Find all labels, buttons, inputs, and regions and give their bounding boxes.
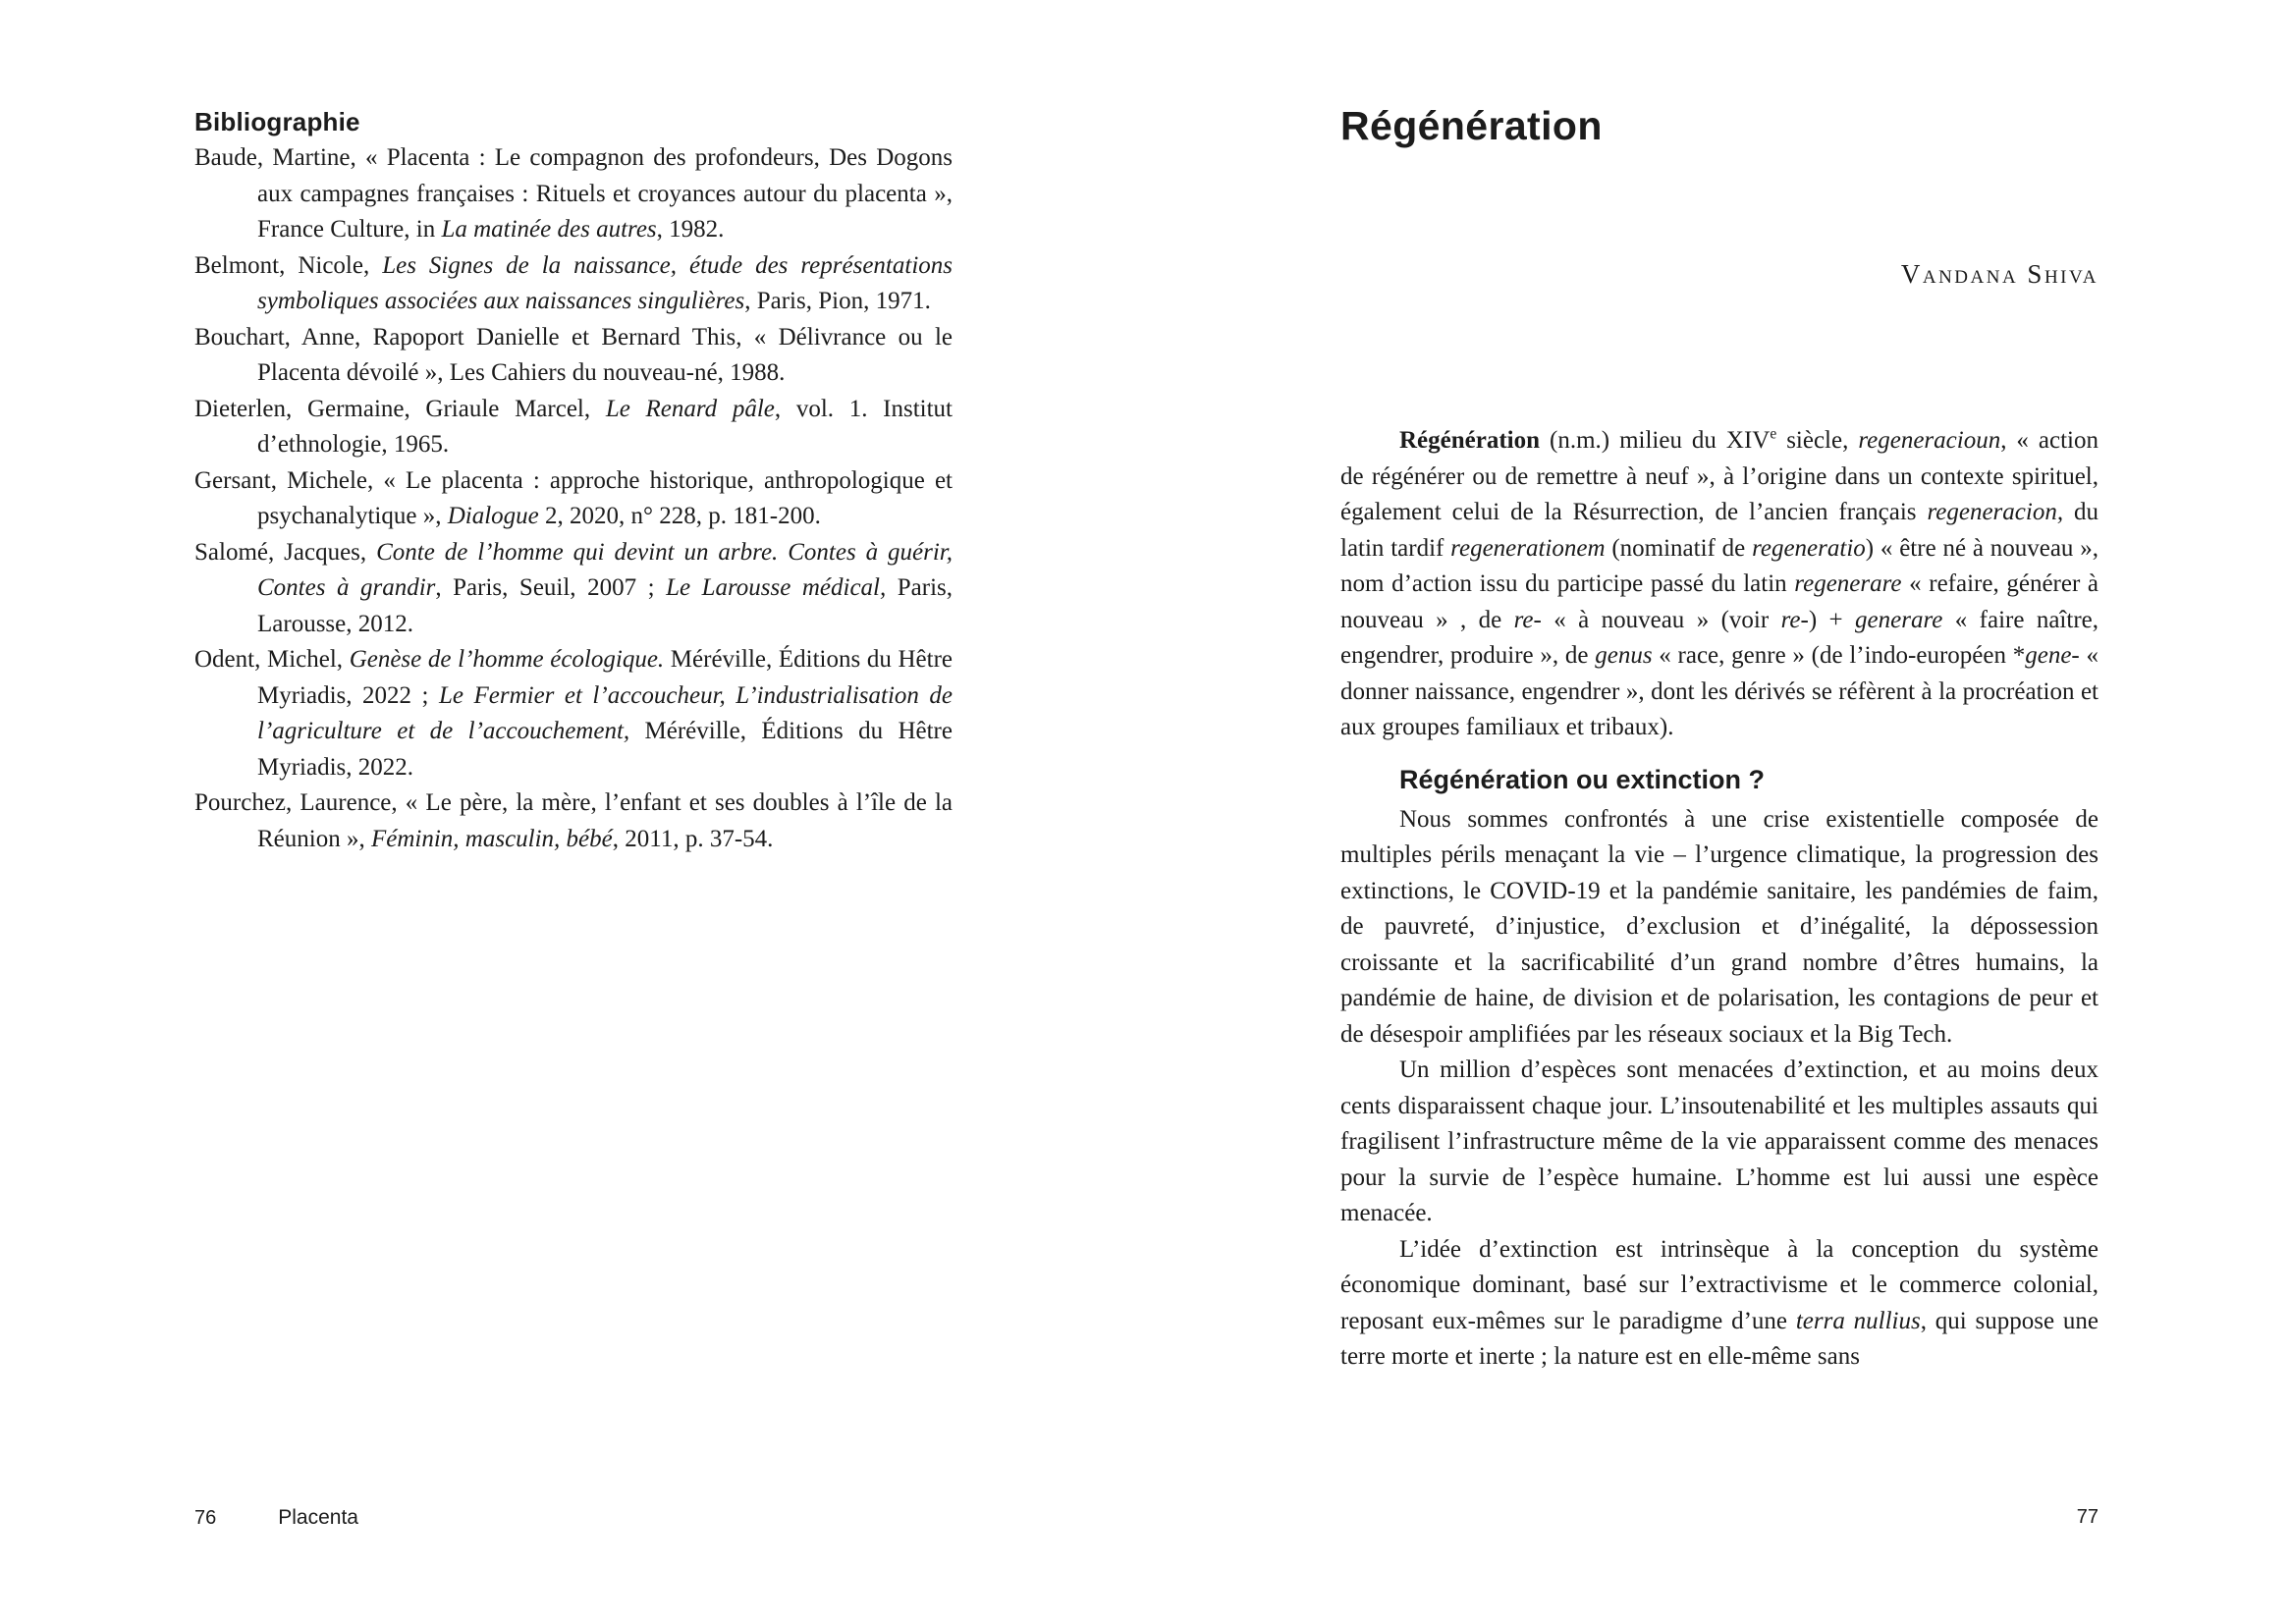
paragraph: Régénération (n.m.) milieu du XIVe siècle, regeneracioun, « action de régénérer ou de remettre à neuf », à l’origine dans un contexte spirituel, également celui de la Résurrection, de l’ancien français regeneracion, du latin tardif regenerationem (nominatif de regeneratio) « être né à nouveau », nom d’action issu du participe passé du latin regenerare « refaire, générer à nouveau » , de re- « à nouveau » (voir re-) + generare « faire naître, engendrer, produire », de genus « race, genre » (de l’indo-européen *gene- « donner naissance, engendrer », dont les dérivés se réfèrent à la procréation et aux groupes familiaux et tribaux).: [1340, 425, 2099, 740]
page-right: [1144, 0, 2289, 1624]
paragraph: Nous sommes confrontés à une crise existentielle composée de multiples périls menaçant la vie – l’urgence climatique, la progression des extinctions, le COVID-19 et la pandémie sanitaire, les pandémies de faim, de pauvreté, d’injustice, d’exclusion et d’inégalité, la dépossession croissante et la sacrificabilité d’un grand nombre d’êtres humains, la pandémie de haine, de division et de polarisation, les contagions de peur et de désespoir amplifiées par les réseaux sociaux et la Big Tech.: [1340, 805, 2098, 1048]
right-footer: [1340, 1506, 2098, 1529]
bibliography-entry: Bouchart, Anne, Rapoport Danielle et Bernard This, « Délivrance ou le Placenta dévoilé », Les Cahiers du nouveau-né, 1988.: [194, 323, 953, 386]
bibliography-entry: Pourchez, Laurence, « Le père, la mère, l’enfant et ses doubles à l’île de la Réunion », Féminin, masculin, bébé, 2011, p. 37-54.: [194, 789, 953, 852]
page-number-right: 77: [2076, 1506, 2098, 1528]
paragraph: L’idée d’extinction est intrinsèque à la conception du système économique dominant, basé sur l’extractivisme et le commerce colonial, reposant eux-mêmes sur le paradigme d’une terra nullius, qui suppose une terre morte et inerte ; la nature est en elle-même sans: [1340, 1235, 2098, 1370]
running-title: Placenta: [278, 1506, 358, 1529]
left-text-block: [194, 104, 953, 857]
bibliography-entry: Gersant, Michele, « Le placenta : approche historique, anthropologique et psychanalytique », Dialogue 2, 2020, n° 228, p. 181-200.: [194, 466, 953, 529]
bibliography-entry: Salomé, Jacques, Conte de l’homme qui devint un arbre. Contes à guérir, Contes à grandir, Paris, Seuil, 2007 ; Le Larousse médical, Paris, Larousse, 2012.: [194, 538, 954, 637]
bibliography-heading: Bibliographie: [194, 107, 360, 136]
right-text-block: [1340, 102, 2098, 1376]
paragraph: Un million d’espèces sont menacées d’extinction, et au moins deux cents disparaissent chaque jour. L’insoutenabilité et les multiples assauts qui fragilisent l’infrastructure même de la vie apparaissent comme des menaces pour la survie de l’espèce humaine. L’homme est lui aussi une espèce menacée.: [1340, 1056, 2098, 1226]
page-number-left: 76: [194, 1507, 217, 1529]
bibliography-entry: Dieterlen, Germaine, Griaule Marcel, Le Renard pâle, vol. 1. Institut d’ethnologie, 1965.: [194, 395, 953, 458]
left-footer: [194, 1506, 358, 1530]
entry-body: [1340, 423, 2098, 1376]
section-subheading: Régénération ou extinction ?: [1399, 764, 1766, 794]
entry-title: Régénération: [1340, 103, 1603, 148]
bibliography-list: [194, 140, 953, 857]
bibliography-entry: Odent, Michel, Genèse de l’homme écologique. Méréville, Éditions du Hêtre Myriadis, 2022 ; Le Fermier et l’accoucheur, L’industrialisation de l’agriculture et de l’accouchement, Méréville, Éditions du Hêtre Myriadis, 2022.: [194, 646, 953, 781]
bibliography-entry: Belmont, Nicole, Les Signes de la naissance, étude des représentations symboliques associées aux naissances singulières, Paris, Pion, 1971.: [194, 251, 953, 314]
author-name: Vandana Shiva: [1900, 259, 2098, 289]
page-left: [0, 0, 1144, 1624]
bibliography-entry: Baude, Martine, « Placenta : Le compagnon des profondeurs, Des Dogons aux campagnes françaises : Rituels et croyances autour du placenta », France Culture, in La matinée des autres, 1982.: [194, 144, 953, 243]
